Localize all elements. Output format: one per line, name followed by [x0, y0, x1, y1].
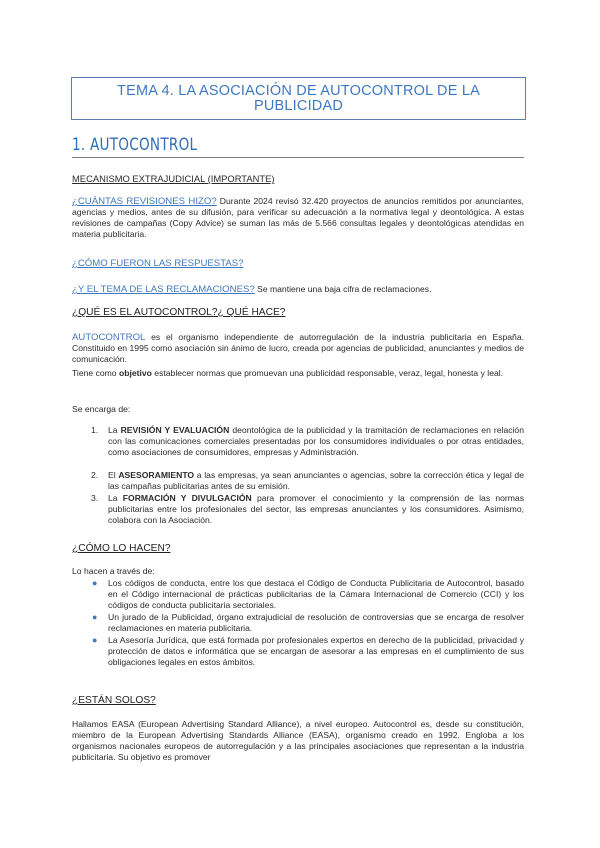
- objetivo-pre: Tiene como: [72, 368, 119, 378]
- list-number: 2.: [91, 470, 99, 480]
- heading-solos: ¿ESTÁN SOLOS?: [72, 695, 156, 706]
- item-bold: REVISIÓN Y EVALUACIÓN: [120, 425, 230, 435]
- section-divider: [72, 157, 524, 158]
- link-como-fueron-respuestas[interactable]: ¿CÓMO FUERON LAS RESPUESTAS?: [72, 258, 244, 269]
- heading-como: ¿CÓMO LO HACEN?: [72, 543, 171, 554]
- list-item: [92, 612, 524, 635]
- paragraph-easa: Hallamos EASA (European Advertising Standard Alliance), a nivel europeo. Autocontrol es, desde su constitución, miembro de la European Advertising Standards Alliance (EASA), organismo creado en 1992. Engloba a los organismos nacionales europeos de autorregulación y a las principales asociaciones que representan a la industria publicitaria. Su objetivo es promover: [72, 719, 524, 762]
- link-reclamaciones[interactable]: ¿Y EL TEMA DE LAS RECLAMACIONES?: [72, 284, 255, 295]
- list-item: [91, 425, 524, 470]
- bullet-icon: ●: [92, 635, 98, 645]
- item-bold: FORMACIÓN Y DIVULGACIÓN: [122, 493, 252, 503]
- bullet-text: Un jurado de la Publicidad, órgano extrajudicial de resolución de controversias que se encarga de resolver reclamaciones en materia publicitaria.: [108, 612, 524, 633]
- paragraph-autocontrol: [72, 332, 524, 365]
- link-cuantas-revisiones[interactable]: ¿CUÁNTAS REVISIONES HIZO?: [72, 196, 217, 207]
- document-title: TEMA 4. LA ASOCIACIÓN DE AUTOCONTROL DE LA PUBLICIDAD: [117, 82, 480, 114]
- item-post: a las empresas, ya sean anunciantes o agencias, sobre la corrección ética y legal de las campañas publicitarias antes de su emisión.: [108, 470, 524, 491]
- link-como-fueron: [72, 258, 243, 269]
- paragraph-reclamaciones: [72, 284, 524, 295]
- list-number: 1.: [91, 425, 99, 435]
- autocontrol-brand: AUTOCONTROL: [72, 332, 146, 343]
- section-heading: 1. AUTOCONTROL: [72, 135, 198, 155]
- list-number: 3.: [91, 493, 99, 503]
- bullet-icon: ●: [92, 612, 98, 622]
- encarga-list: [91, 425, 524, 526]
- mecanismo-heading: MECANISMO EXTRAJUDICIAL (IMPORTANTE): [72, 173, 275, 184]
- paragraph-objetivo: [72, 368, 524, 379]
- como-intro: Lo hacen a través de:: [72, 566, 155, 576]
- item-pre: El: [108, 470, 119, 480]
- paragraph-revisiones: [72, 196, 524, 240]
- list-item: [92, 635, 524, 668]
- objetivo-post: establecer normas que promuevan una publicidad responsable, veraz, legal, honesta y leal.: [151, 368, 504, 378]
- list-item: [92, 578, 524, 612]
- item-post: para promover el conocimiento y la comprensión de las normas publicitarias entre los profesionales del sector, las empresas anunciantes y los consumidores. Asimismo, colabora con la Asociación.: [108, 493, 524, 525]
- reclamaciones-text: Se mantiene una baja cifra de reclamaciones.: [254, 284, 432, 294]
- item-post: deontológica de la publicidad y la tramitación de reclamaciones en relación con las comunicaciones comerciales presentadas por los consumidores individuales o por otras entidades, como asociaciones de consumidores, empresas y Administración.: [108, 425, 524, 457]
- bullet-icon: ●: [92, 578, 98, 588]
- revisiones-text: Durante 2024 revisó 32.420 proyectos de anuncios remitidos por anunciantes, agencias y medios, antes de su difusión, para verificar su adecuación a la normativa legal y deontológica. A estas revisiones de campañas (Copy Advice) se suman las más de 5.566 consultas legales y deontológicas atendidas en materia publicitaria.: [72, 196, 525, 239]
- title-box: [71, 77, 526, 120]
- heading-que-es: ¿QUÉ ES EL AUTOCONTROL?¿ QUÉ HACE?: [72, 307, 286, 318]
- item-pre: La: [108, 425, 121, 435]
- objetivo-bold: objetivo: [118, 368, 152, 378]
- como-bullets: [92, 578, 524, 668]
- list-item: [91, 470, 524, 493]
- autocontrol-description: es el organismo independiente de autorregulación de la industria publicitaria en España. Constituido en 1995 como asociación sin ánimo de lucro, creada por agencias de publicidad, anunciantes y medios de comunicación.: [72, 332, 524, 364]
- item-bold: ASESORAMIENTO: [118, 470, 195, 480]
- bullet-text: Los códigos de conducta, entre los que destaca el Código de Conducta Publicitaria de Autocontrol, basado en el Código internacional de prácticas publicitarias de la Cámara Internacional de Comercio (CCI) y los códigos de conducta publicitaria sectoriales.: [108, 578, 524, 610]
- se-encarga-label: Se encarga de:: [72, 404, 131, 414]
- item-pre: La: [108, 493, 123, 503]
- list-item: [91, 493, 524, 526]
- bullet-text: La Asesoría Jurídica, que está formada por profesionales expertos en derecho de la publicidad, privacidad y protección de datos e informática que se encargan de asesorar a las empresas en el cumplimiento de sus obligaciones legales en estos ámbitos.: [108, 635, 524, 667]
